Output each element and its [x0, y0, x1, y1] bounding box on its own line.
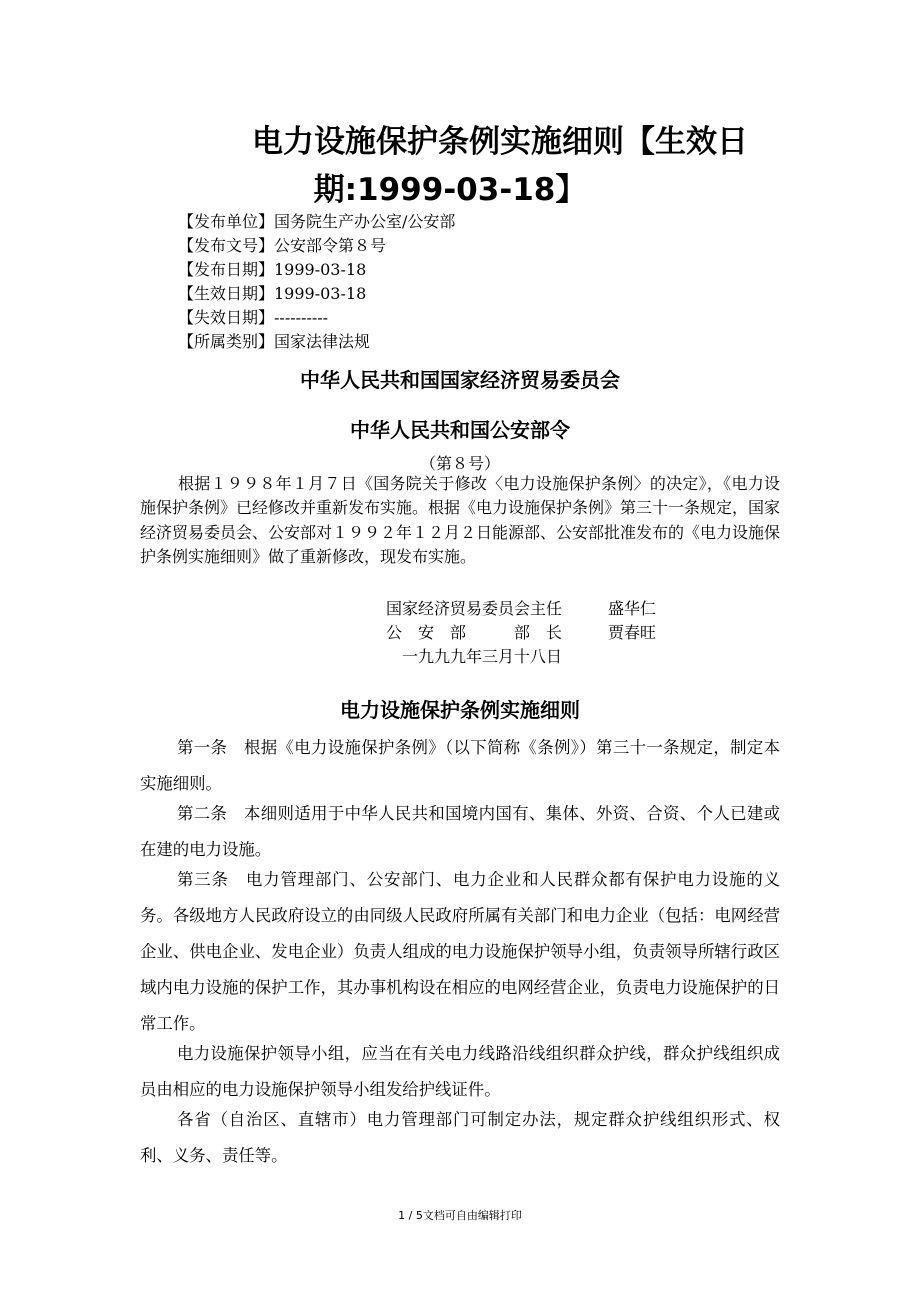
- signature-line-1: [386, 596, 656, 619]
- meta-effective-date: 【生效日期】1999-03-18: [178, 284, 367, 303]
- section-title: 电力设施保护条例实施细则: [340, 698, 580, 722]
- order-number: （第８号）: [419, 454, 500, 473]
- meta-issuer: 【发布单位】国务院生产办公室/公安部: [178, 212, 456, 231]
- article-3-paragraph-3: 各省（自治区、直辖市）电力管理部门可制定办法，规定群众护线组织形式、权利、义务、责任等。: [140, 1110, 780, 1165]
- document-title-line1: 电力设施保护条例实施细则【生效日: [252, 124, 748, 160]
- issuer-heading-1: 中华人民共和国国家经济贸易委员会: [300, 368, 620, 392]
- meta-doc-number: 【发布文号】公安部令第８号: [178, 236, 387, 255]
- signature-name: 盛华仁: [608, 599, 657, 618]
- signature-position: 公 安 部 部 长: [386, 623, 563, 642]
- article-1: 第一条 根据《电力设施保护条例》（以下简称《条例》）第三十一条规定，制定本实施细则。: [140, 738, 780, 793]
- metadata-block: [178, 210, 455, 354]
- document-title-line2: 期:1999-03-18】: [313, 172, 587, 208]
- issuer-heading-2: 中华人民共和国公安部令: [350, 418, 570, 442]
- article-3-paragraph-2: 电力设施保护领导小组，应当在有关电力线路沿线组织群众护线，群众护线组织成员由相应的电力设施保护领导小组发给护线证件。: [140, 1044, 780, 1099]
- article-3: 第三条 电力管理部门、公安部门、电力企业和人民群众都有保护电力设施的义务。各级地方人民政府设立的由同级人民政府所属有关部门和电力企业（包括：电网经营企业、供电企业、发电企业）负责人组成的电力设施保护领导小组，负责领导所辖行政区域内电力设施的保护工作，其办事机构设在相应的电网经营企业，负责电力设施保护的日常工作。: [140, 870, 780, 1033]
- article-2: 第二条 本细则适用于中华人民共和国境内国有、集体、外资、合资、个人已建或在建的电力设施。: [140, 804, 780, 859]
- meta-expiry-date: 【失效日期】----------: [178, 308, 329, 327]
- signature-position: 国家经济贸易委员会主任: [386, 599, 563, 618]
- meta-category: 【所属类别】国家法律法规: [178, 332, 371, 351]
- meta-publish-date: 【发布日期】1999-03-18: [178, 260, 367, 279]
- preamble-paragraph: 根据１９９８年１月７日《国务院关于修改〈电力设施保护条例〉的决定》，《电力设施保护条例》已经修改并重新发布实施。根据《电力设施保护条例》第三十一条规定，国家经济贸易委员会、公安部对１９９２年１２月２日能源部、公安部批准发布的《电力设施保护条例实施细则》做了重新修改，现发布实施。: [140, 474, 781, 566]
- page-footer: 1 / 5文档可自由编辑打印: [398, 1209, 522, 1222]
- signature-line-2: [386, 620, 656, 643]
- signature-date: 一九九九年三月十八日: [402, 647, 563, 666]
- signature-name: 贾春旺: [608, 623, 657, 642]
